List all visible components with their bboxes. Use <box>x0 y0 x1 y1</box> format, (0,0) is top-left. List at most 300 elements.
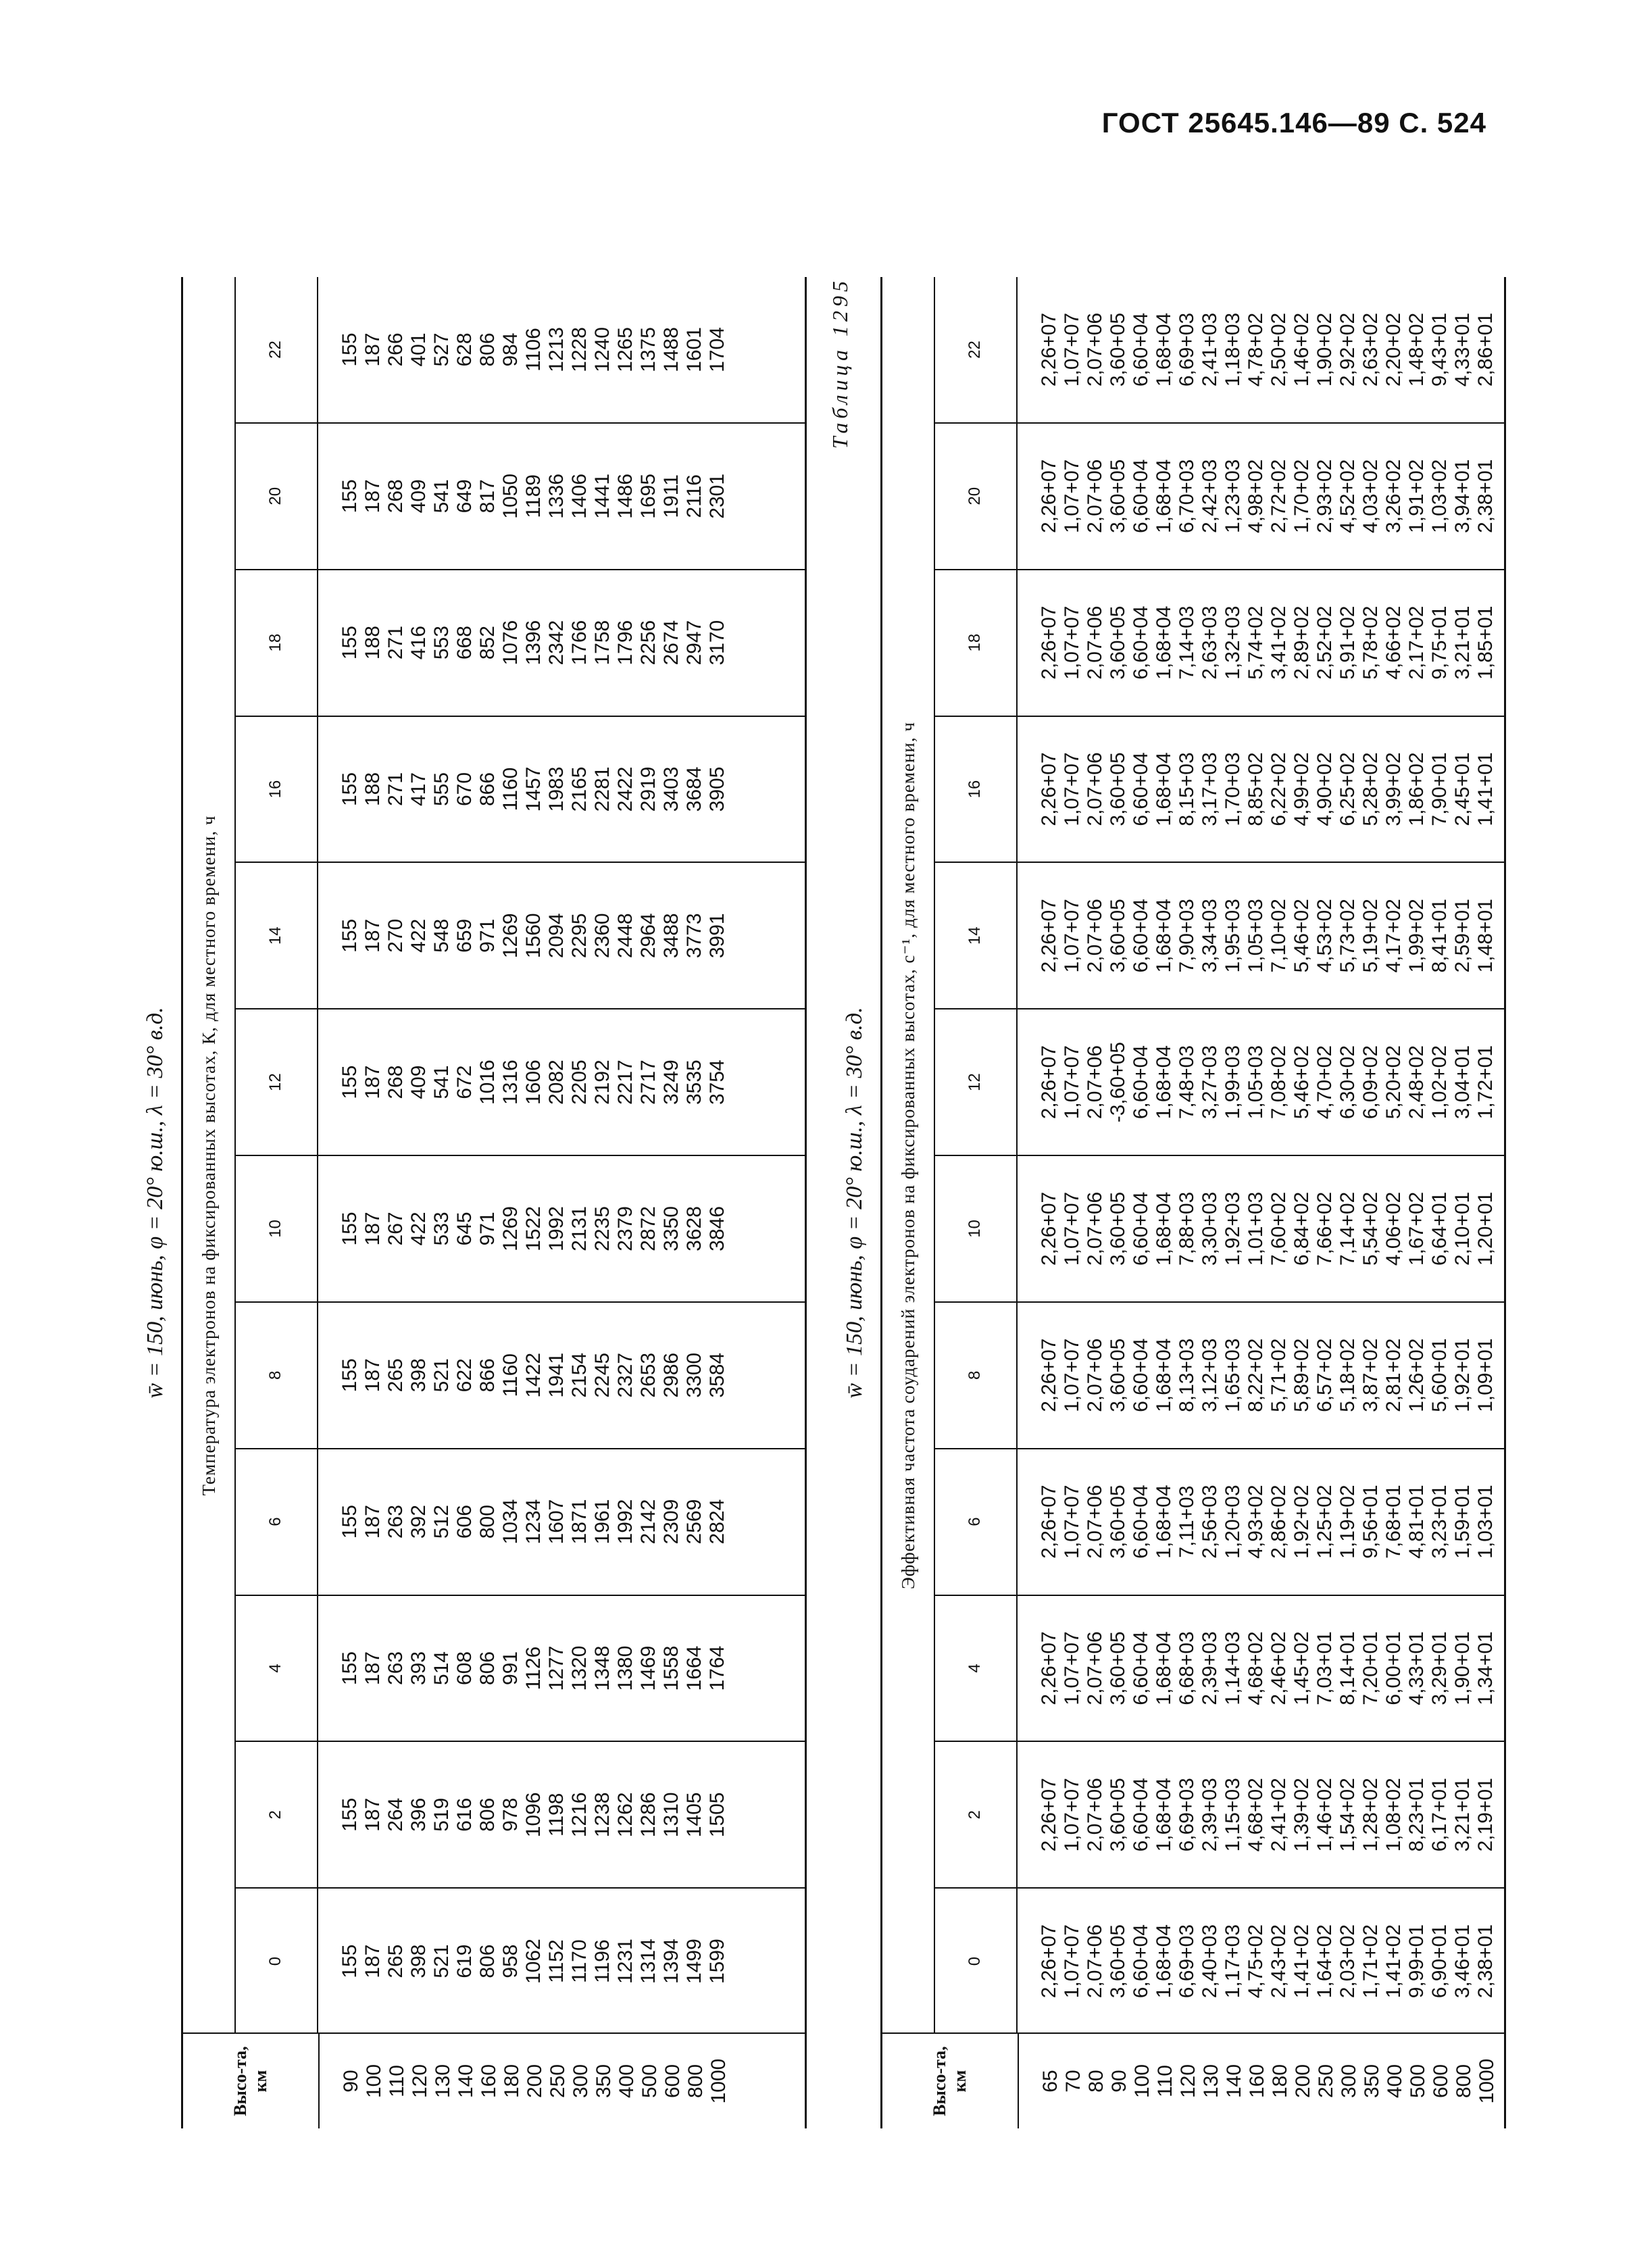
table-cell: 155 <box>339 1944 361 1978</box>
table-cell: 5,28+02 <box>1359 752 1382 826</box>
height-cell: 400 <box>616 2064 638 2099</box>
table-cell: 519 <box>430 1797 453 1832</box>
table-cell: 2448 <box>614 913 636 959</box>
table-cell: 6,60+04 <box>1130 1778 1152 1852</box>
table-cell: 2947 <box>683 620 705 666</box>
hour-header: 4 <box>234 1596 318 1741</box>
table-cell: 1,86+02 <box>1405 752 1428 826</box>
table-cell: 1198 <box>545 1793 568 1837</box>
table-cell: 1,46+02 <box>1291 312 1313 387</box>
table-cell: 2,86+01 <box>1474 312 1497 387</box>
table-cell: 2131 <box>568 1206 591 1251</box>
table-cell: 7,90+03 <box>1176 899 1198 973</box>
table-cell: 1,18+03 <box>1222 312 1244 387</box>
table-cell: 3535 <box>683 1059 705 1105</box>
table-cell: 3684 <box>683 766 705 812</box>
table-cell: 1,68+04 <box>1153 1924 1175 1999</box>
table-cell: 2,63+02 <box>1359 312 1382 387</box>
table-cell: 1396 <box>522 620 545 666</box>
height-cell: 130 <box>432 2064 454 2099</box>
height-cell: 100 <box>1131 2064 1153 2099</box>
table-cell: 2,26+07 <box>1038 1924 1060 1999</box>
hour-column <box>234 569 805 716</box>
table-cell: 266 <box>384 332 407 367</box>
table-cell: 2,43+02 <box>1268 1924 1290 1999</box>
table-cell: 3,34+03 <box>1199 899 1221 973</box>
table-cell: 806 <box>476 1651 499 1685</box>
table-cell: 2,81+02 <box>1382 1338 1405 1412</box>
table-cell: 3991 <box>706 913 728 959</box>
height-cell: 140 <box>1223 2064 1245 2099</box>
table-cell: 2,56+03 <box>1199 1484 1221 1559</box>
table-cell: 5,73+02 <box>1336 899 1359 973</box>
table-cell: 1076 <box>499 620 522 666</box>
height-values <box>320 2034 730 2128</box>
table-cell: 155 <box>339 479 361 514</box>
hour-values <box>1018 1596 1497 1741</box>
table-cell: 1394 <box>660 1939 682 1984</box>
table-cell: 7,03+01 <box>1313 1631 1336 1705</box>
height-cell: 160 <box>1246 2064 1268 2099</box>
table-cell: 155 <box>339 1212 361 1246</box>
table-cell: -3,60+05 <box>1107 1041 1129 1123</box>
table-cell: 2245 <box>591 1352 614 1398</box>
height-cell: 200 <box>524 2064 546 2099</box>
table-cell: 2,48+02 <box>1405 1045 1428 1120</box>
table-cell: 555 <box>430 772 453 806</box>
table-title: w̄ = 150, июнь, φ = 20° ю.ш., λ = 30° в.д. <box>842 1007 867 1399</box>
table-cell: 155 <box>339 1797 361 1832</box>
table-cell: 4,68+02 <box>1245 1778 1267 1852</box>
hour-values <box>1018 717 1497 862</box>
table-cell: 4,99+02 <box>1291 752 1313 826</box>
table-cell: 1,85+01 <box>1474 605 1497 680</box>
table-cell: 1316 <box>499 1059 522 1105</box>
table-cell: 1231 <box>614 1939 636 1984</box>
table-cell: 6,69+03 <box>1176 312 1198 387</box>
table-cell: 6,84+02 <box>1291 1191 1313 1266</box>
table-cell: 4,66+02 <box>1382 605 1405 680</box>
hour-column <box>934 1301 1504 1448</box>
table-cell: 1,03+01 <box>1474 1484 1497 1559</box>
table-cell: 4,03+02 <box>1359 459 1382 533</box>
hour-column <box>234 1887 805 2034</box>
height-cell: 300 <box>570 2064 592 2099</box>
table-cell: 668 <box>453 626 476 660</box>
hour-values <box>318 1742 729 1887</box>
table-cell: 2,39+03 <box>1199 1631 1221 1705</box>
table-cell: 533 <box>430 1212 453 1246</box>
table-cell: 6,09+02 <box>1359 1045 1382 1120</box>
height-cell: 80 <box>1085 2070 1107 2093</box>
table-cell: 852 <box>476 626 499 660</box>
hour-values <box>1018 1009 1497 1155</box>
table-cell: 265 <box>384 1358 407 1393</box>
table-cell: 1,28+02 <box>1359 1778 1382 1852</box>
table-cell: 1196 <box>591 1939 614 1983</box>
table-cell: 6,60+04 <box>1130 752 1152 826</box>
table-cell: 4,90+02 <box>1313 752 1336 826</box>
table-cell: 417 <box>407 772 430 806</box>
table-cell: 1,07+07 <box>1061 1338 1083 1412</box>
table-cell: 2919 <box>637 766 659 812</box>
table-cell: 2717 <box>637 1059 659 1105</box>
table-cell: 800 <box>476 1505 499 1539</box>
table-cell: 1,67+02 <box>1405 1191 1428 1266</box>
table-cell: 1,07+07 <box>1061 1778 1083 1852</box>
table-cell: 1,07+07 <box>1061 1484 1083 1559</box>
table-cell: 187 <box>361 918 384 953</box>
table-cell: 1,20+01 <box>1474 1191 1497 1266</box>
hour-column <box>934 1008 1504 1155</box>
table-cell: 155 <box>339 1358 361 1393</box>
table-cell: 2,26+07 <box>1038 1484 1060 1559</box>
hour-values <box>318 1156 729 1301</box>
table-cell: 6,60+04 <box>1130 1191 1152 1266</box>
table-cell: 1189 <box>522 474 545 518</box>
table-cell: 1,07+07 <box>1061 459 1083 533</box>
height-column-header: Высо-та, км <box>882 2034 1019 2128</box>
table-cell: 4,53+02 <box>1313 899 1336 973</box>
table-cell: 2295 <box>568 913 591 959</box>
table-cell: 2,07+06 <box>1084 312 1106 387</box>
table-cell: 263 <box>384 1505 407 1539</box>
table-cell: 8,14+01 <box>1336 1631 1359 1705</box>
table-cell: 5,46+02 <box>1291 899 1313 973</box>
hour-column <box>234 277 805 422</box>
table-cell: 1,48+02 <box>1405 312 1428 387</box>
table-cell: 1,92+02 <box>1291 1484 1313 1559</box>
table-cell: 2,07+06 <box>1084 899 1106 973</box>
table-cell: 398 <box>407 1358 430 1393</box>
table-cell: 187 <box>361 1505 384 1539</box>
table-cell: 1,41+02 <box>1382 1924 1405 1999</box>
height-column <box>183 2032 805 2128</box>
height-cell: 1000 <box>1476 2058 1498 2104</box>
table-cell: 2,38+01 <box>1474 459 1497 533</box>
table-cell: 7,66+02 <box>1313 1191 1336 1266</box>
table-cell: 2,89+02 <box>1291 605 1313 680</box>
table-cell: 6,60+04 <box>1130 312 1152 387</box>
table-cell: 628 <box>453 332 476 367</box>
hour-column <box>234 716 805 862</box>
table-cell: 1348 <box>591 1645 614 1691</box>
table-cell: 1277 <box>545 1645 568 1691</box>
table-cell: 187 <box>361 1065 384 1099</box>
table-cell: 4,17+02 <box>1382 899 1405 973</box>
table-cell: 3,94+01 <box>1451 459 1474 533</box>
table-cell: 7,08+02 <box>1268 1045 1290 1120</box>
table-cell: 1,90+02 <box>1313 312 1336 387</box>
hour-column <box>934 1741 1504 1887</box>
table-cell: 1,07+07 <box>1061 752 1083 826</box>
table-cell: 1796 <box>614 620 636 666</box>
table-cell: 6,68+03 <box>1176 1631 1198 1705</box>
table-cell: 5,46+02 <box>1291 1045 1313 1120</box>
table-cell: 1499 <box>683 1939 705 1984</box>
hour-values <box>1018 1156 1497 1301</box>
height-cell: 400 <box>1384 2064 1406 2099</box>
hour-values <box>1018 570 1497 716</box>
table-cell: 7,14+03 <box>1176 605 1198 680</box>
table-cell: 1992 <box>545 1206 568 1251</box>
table-cell: 270 <box>384 918 407 953</box>
table-cell: 3,60+05 <box>1107 899 1129 973</box>
table-cell: 2,07+06 <box>1084 1924 1106 1999</box>
height-cell: 180 <box>1269 2064 1291 2099</box>
table-cell: 3300 <box>683 1352 705 1398</box>
table-cell: 619 <box>453 1944 476 1978</box>
table-cell: 2,41+03 <box>1199 312 1221 387</box>
table-cell: 9,75+01 <box>1428 605 1451 680</box>
table-cell: 422 <box>407 918 430 953</box>
table-cell: 2,38+01 <box>1474 1924 1497 1999</box>
hour-header: 16 <box>934 717 1018 862</box>
table-cell: 1,46+02 <box>1313 1778 1336 1852</box>
table-cell: 6,90+01 <box>1428 1924 1451 1999</box>
table-cell: 3403 <box>660 766 682 812</box>
table-cell: 2674 <box>660 620 682 666</box>
table-cell: 1695 <box>637 473 659 519</box>
table-cell: 4,70+02 <box>1313 1045 1336 1120</box>
hour-column <box>934 862 1504 1008</box>
table-cell: 1,64+02 <box>1313 1924 1336 1999</box>
table-cell: 8,15+03 <box>1176 752 1198 826</box>
table-cell: 1,68+04 <box>1153 459 1175 533</box>
hour-header: 12 <box>934 1009 1018 1155</box>
table-cell: 2,63+03 <box>1199 605 1221 680</box>
table-cell: 1,41+02 <box>1291 1924 1313 1999</box>
table-cell: 2964 <box>637 913 659 959</box>
table-cell: 1607 <box>545 1499 568 1545</box>
table-cell: 155 <box>339 626 361 660</box>
table-cell: 1,15+03 <box>1222 1778 1244 1852</box>
table-cell: 608 <box>453 1651 476 1685</box>
table-cell: 2653 <box>637 1352 659 1398</box>
table-cell: 1234 <box>522 1499 545 1545</box>
table-cell: 401 <box>407 332 430 367</box>
hour-header: 2 <box>934 1742 1018 1887</box>
table-cell: 4,75+02 <box>1245 1924 1267 1999</box>
table-cell: 2,50+02 <box>1268 312 1290 387</box>
table-cell: 2,42+03 <box>1199 459 1221 533</box>
table-cell: 6,60+04 <box>1130 605 1152 680</box>
table-cell: 1,07+07 <box>1061 1631 1083 1705</box>
table-cell: 2327 <box>614 1352 636 1398</box>
table-1 <box>135 277 811 2128</box>
height-cell: 350 <box>593 2064 615 2099</box>
table-cell: 1286 <box>637 1792 659 1838</box>
hour-header: 4 <box>934 1596 1018 1741</box>
table-cell: 3,60+05 <box>1107 1191 1129 1266</box>
table-cell: 3,12+03 <box>1199 1338 1221 1412</box>
height-cell: 1000 <box>707 2058 730 2104</box>
table-cell: 8,13+03 <box>1176 1338 1198 1412</box>
table-cell: 521 <box>430 1944 453 1978</box>
table-cell: 1,32+03 <box>1222 605 1244 680</box>
table-cell: 1314 <box>637 1939 659 1984</box>
table-cell: 3,60+05 <box>1107 1484 1129 1559</box>
table-cell: 2,86+02 <box>1268 1484 1290 1559</box>
table-cell: 393 <box>407 1651 430 1685</box>
table-cell: 1,07+07 <box>1061 605 1083 680</box>
table-cell: 8,22+02 <box>1245 1338 1267 1412</box>
table-cell: 6,60+04 <box>1130 1924 1152 1999</box>
table-cell: 1160 <box>499 1353 522 1397</box>
table-cell: 1992 <box>614 1499 636 1545</box>
table-cell: 7,10+02 <box>1268 899 1290 973</box>
table-cell: 553 <box>430 626 453 660</box>
table-cell: 1,68+04 <box>1153 1484 1175 1559</box>
table-cell: 1911 <box>660 474 682 518</box>
hour-column <box>234 1595 805 1741</box>
table-cell: 2,26+07 <box>1038 1778 1060 1852</box>
table-cell: 268 <box>384 1065 407 1099</box>
table-cell: 3,21+01 <box>1451 1778 1474 1852</box>
hour-header: 8 <box>934 1303 1018 1448</box>
table-cell: 6,25+02 <box>1336 752 1359 826</box>
spanning-header: Эффективная частота соударений электронов на фиксированных высотах, с⁻¹, для местного времени, ч <box>882 277 935 2034</box>
table-cell: 1,08+02 <box>1382 1778 1405 1852</box>
hour-header: 6 <box>234 1449 318 1595</box>
table-cell: 2,03+02 <box>1336 1924 1359 1999</box>
table-cell: 6,69+03 <box>1176 1778 1198 1852</box>
table-cell: 1269 <box>499 913 522 959</box>
table-cell: 866 <box>476 772 499 806</box>
hour-header: 22 <box>234 277 318 422</box>
table-cell: 5,91+02 <box>1336 605 1359 680</box>
table-cell: 6,60+04 <box>1130 1484 1152 1559</box>
hour-values <box>318 717 729 862</box>
table-cell: 6,30+02 <box>1336 1045 1359 1120</box>
table-cell: 271 <box>384 772 407 806</box>
table-cell: 1,90+01 <box>1451 1631 1474 1705</box>
hour-column <box>934 1155 1504 1301</box>
table-cell: 2,07+06 <box>1084 1045 1106 1120</box>
table-cell: 7,14+02 <box>1336 1191 1359 1266</box>
table-cell: 9,56+01 <box>1359 1484 1382 1559</box>
hour-values <box>318 1596 729 1741</box>
table-cell: 1320 <box>568 1645 591 1691</box>
hour-values <box>318 1449 729 1595</box>
table-cell: 3,30+03 <box>1199 1191 1221 1266</box>
table-cell: 1941 <box>545 1352 568 1398</box>
table-cell: 2,07+06 <box>1084 1778 1106 1852</box>
table-cell: 672 <box>453 1065 476 1099</box>
table-number-label: Таблица 1295 <box>828 277 852 449</box>
table-cell: 3,41+02 <box>1268 605 1290 680</box>
table-cell: 6,57+02 <box>1313 1338 1336 1412</box>
table-cell: 2,19+01 <box>1474 1778 1497 1852</box>
height-cell: 800 <box>1453 2064 1475 2099</box>
table-cell: 2,26+07 <box>1038 459 1060 533</box>
hour-header: 14 <box>234 863 318 1008</box>
table-cell: 978 <box>499 1797 522 1832</box>
table-cell: 1375 <box>637 327 659 372</box>
table-cell: 1,07+07 <box>1061 899 1083 973</box>
table-cell: 2872 <box>637 1206 659 1251</box>
hour-header: 16 <box>234 717 318 862</box>
hour-values <box>318 1889 729 2034</box>
table-cell: 3846 <box>706 1206 728 1251</box>
table-cell: 1228 <box>568 327 591 372</box>
height-cell: 500 <box>639 2064 661 2099</box>
table-cell: 521 <box>430 1358 453 1393</box>
table-cell: 8,85+02 <box>1245 752 1267 826</box>
hour-header: 22 <box>934 277 1018 422</box>
table-cell: 6,69+03 <box>1176 1924 1198 1999</box>
table-cell: 2309 <box>660 1499 682 1545</box>
table-cell: 5,71+02 <box>1268 1338 1290 1412</box>
hour-column <box>934 1887 1504 2034</box>
table-cell: 1240 <box>591 327 614 372</box>
hour-column <box>234 1008 805 1155</box>
hour-values <box>318 1303 729 1448</box>
table-cell: 3773 <box>683 913 705 959</box>
height-cell: 90 <box>340 2070 362 2093</box>
table-2 <box>828 277 1510 2128</box>
hour-values <box>1018 1742 1497 1887</box>
table-cell: 1871 <box>568 1499 591 1545</box>
hour-values <box>1018 1449 1497 1595</box>
table-cell: 2824 <box>706 1499 728 1545</box>
hour-values <box>1018 1303 1497 1448</box>
table-cell: 9,99+01 <box>1405 1924 1428 1999</box>
table-cell: 1,99+03 <box>1222 1045 1244 1120</box>
height-column <box>882 2032 1504 2128</box>
table-cell: 2,26+07 <box>1038 1191 1060 1266</box>
table-cell: 1096 <box>522 1792 545 1838</box>
table-cell: 3,60+05 <box>1107 1631 1129 1705</box>
table-cell: 2,07+06 <box>1084 1338 1106 1412</box>
table-cell: 1,59+01 <box>1451 1484 1474 1559</box>
table-cell: 155 <box>339 1505 361 1539</box>
table-cell: 1,68+04 <box>1153 1045 1175 1120</box>
hour-header: 8 <box>234 1303 318 1448</box>
table-cell: 8,41+01 <box>1428 899 1451 973</box>
table-cell: 806 <box>476 1797 499 1832</box>
table-cell: 991 <box>499 1651 522 1685</box>
table-cell: 2,26+07 <box>1038 1338 1060 1412</box>
height-cell: 130 <box>1200 2064 1222 2099</box>
table-cell: 4,78+02 <box>1245 312 1267 387</box>
table-cell: 2154 <box>568 1352 591 1398</box>
table-cell: 1,14+03 <box>1222 1631 1244 1705</box>
table-cell: 5,54+02 <box>1359 1191 1382 1266</box>
table-cell: 409 <box>407 479 430 514</box>
table-cell: 1,26+02 <box>1405 1338 1428 1412</box>
table-cell: 2,52+02 <box>1313 605 1336 680</box>
table-cell: 422 <box>407 1212 430 1246</box>
table-cell: 1,68+04 <box>1153 1191 1175 1266</box>
table-cell: 264 <box>384 1797 407 1832</box>
table-cell: 9,43+01 <box>1428 312 1451 387</box>
table-cell: 8,23+01 <box>1405 1778 1428 1852</box>
table-cell: 2,45+01 <box>1451 752 1474 826</box>
table-cell: 7,60+02 <box>1268 1191 1290 1266</box>
table-cell: 1,39+02 <box>1291 1778 1313 1852</box>
table-cell: 1160 <box>499 767 522 812</box>
table-cell: 1,68+04 <box>1153 899 1175 973</box>
table-cell: 6,60+04 <box>1130 1045 1152 1120</box>
table-cell: 2,07+06 <box>1084 1191 1106 1266</box>
page-header: ГОСТ 25645.146—89 С. 524 <box>1101 107 1486 139</box>
table-cell: 5,74+02 <box>1245 605 1267 680</box>
table-cell: 1,54+02 <box>1336 1778 1359 1852</box>
table-cell: 1,17+03 <box>1222 1924 1244 1999</box>
hour-header: 18 <box>934 570 1018 716</box>
table-cell: 1,20+03 <box>1222 1484 1244 1559</box>
